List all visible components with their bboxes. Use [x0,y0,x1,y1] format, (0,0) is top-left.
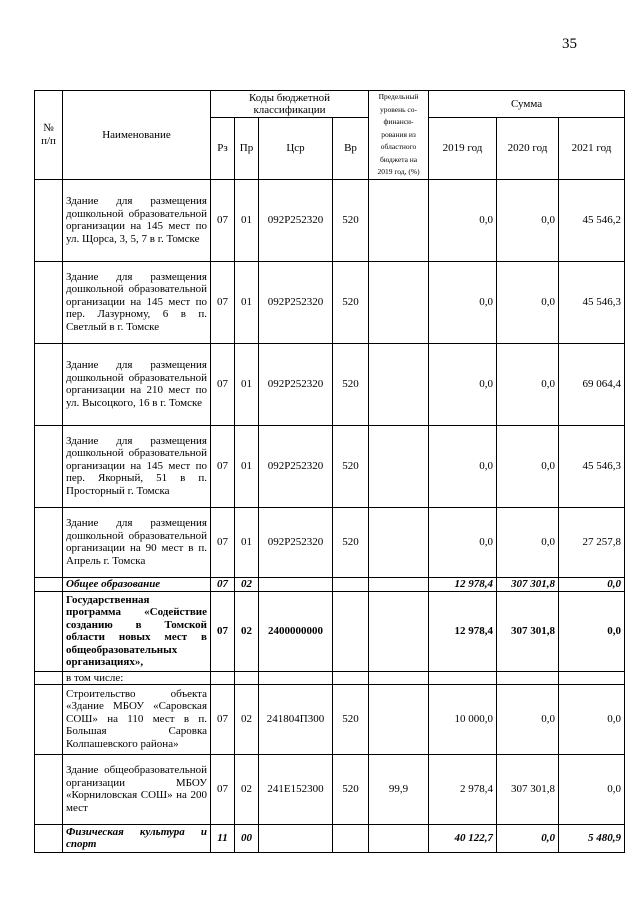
cell-num [35,591,63,671]
cell-rz: 07 [211,343,235,425]
cell-rz: 07 [211,577,235,591]
header-rz: Рз [211,118,235,179]
table-row [35,425,625,507]
header-codes: Коды бюджетной классификации [211,91,369,118]
table-row [35,179,625,261]
cell-name: Общее образование [63,577,211,591]
cell-2020: 0,0 [497,507,559,577]
cell-vr: 520 [333,754,369,824]
cell-vr: 520 [333,261,369,343]
cell-2021 [559,671,625,684]
cell-pr: 01 [235,343,259,425]
cell-pct [369,261,429,343]
cell-pct [369,671,429,684]
cell-num [35,507,63,577]
cell-2020: 0,0 [497,425,559,507]
cell-vr [333,824,369,852]
cell-vr: 520 [333,425,369,507]
cell-pct [369,577,429,591]
header-name: Наименование [63,91,211,180]
cell-pct [369,824,429,852]
cell-pr: 02 [235,577,259,591]
cell-2019: 2 978,4 [429,754,497,824]
header-row-1 [35,91,625,118]
cell-num [35,179,63,261]
cell-rz: 07 [211,179,235,261]
header-2020: 2020 год [497,118,559,179]
cell-csr [259,671,333,684]
cell-2020: 0,0 [497,684,559,754]
cell-2019: 12 978,4 [429,591,497,671]
table-row [35,754,625,824]
cell-pr: 01 [235,507,259,577]
cell-name: Здание для размещения дошкольной образовательной организации на 145 мест по пер. Лазурному, 6 в п. Светлый в г. Томске [63,261,211,343]
cell-2020: 0,0 [497,179,559,261]
cell-name: Здание для размещения дошкольной образовательной организации на 145 мест по пер. Якорный, 51 в п. Просторный г. Томска [63,425,211,507]
cell-rz: 07 [211,507,235,577]
cell-2020: 307 301,8 [497,754,559,824]
header-2019: 2019 год [429,118,497,179]
cell-vr [333,591,369,671]
cell-pct [369,425,429,507]
cell-csr: 092P252320 [259,507,333,577]
cell-csr: 092P252320 [259,179,333,261]
cell-name: Здание общеобразовательной организации МБОУ «Корниловская СОШ» на 200 мест [63,754,211,824]
cell-2021: 0,0 [559,754,625,824]
cell-name: Государственная программа «Содействие созданию в Томской области новых мест в общеобразовательных организациях», [63,591,211,671]
cell-2021: 0,0 [559,577,625,591]
cell-rz [211,671,235,684]
section-row [35,577,625,591]
cell-pct [369,343,429,425]
cell-name: Здание для размещения дошкольной образовательной организации на 90 мест в п. Апрель г. Томска [63,507,211,577]
cell-2019: 40 122,7 [429,824,497,852]
cell-2021: 0,0 [559,684,625,754]
cell-vr: 520 [333,343,369,425]
cell-num [35,754,63,824]
cell-csr: 092P252320 [259,261,333,343]
cell-rz: 07 [211,684,235,754]
cell-2019: 10 000,0 [429,684,497,754]
note-row [35,671,625,684]
cell-2021: 0,0 [559,591,625,671]
cell-2021: 27 257,8 [559,507,625,577]
header-sum: Сумма [429,91,625,118]
header-limit: Предельный уровень со-финанси-рования из областного бюджета на 2019 год, (%) [369,91,429,180]
cell-pr [235,671,259,684]
cell-2019: 0,0 [429,343,497,425]
cell-pct [369,507,429,577]
cell-2021: 45 546,3 [559,261,625,343]
cell-num [35,343,63,425]
budget-table [34,90,625,853]
table-row [35,507,625,577]
cell-2020: 307 301,8 [497,591,559,671]
header-csr: Цср [259,118,333,179]
cell-2019: 0,0 [429,261,497,343]
cell-name: Здание для размещения дошкольной образовательной организации на 210 мест по ул. Высоцкого, 16 в г. Томске [63,343,211,425]
header-pr: Пр [235,118,259,179]
cell-rz: 11 [211,824,235,852]
cell-2020: 0,0 [497,261,559,343]
cell-2021: 69 064,4 [559,343,625,425]
cell-num [35,425,63,507]
section-row [35,824,625,852]
cell-rz: 07 [211,425,235,507]
header-2021: 2021 год [559,118,625,179]
cell-name: Строительство объекта «Здание МБОУ «Саровская СОШ» на 110 мест в п. Большая Саровка Колпашевского района» [63,684,211,754]
cell-2020: 307 301,8 [497,577,559,591]
cell-2019: 0,0 [429,425,497,507]
cell-pct: 99,9 [369,754,429,824]
header-num: № п/п [35,91,63,180]
page-number: 35 [562,36,577,52]
cell-rz: 07 [211,754,235,824]
cell-csr: 2400000000 [259,591,333,671]
cell-2020 [497,671,559,684]
cell-2019: 0,0 [429,179,497,261]
cell-pr: 01 [235,261,259,343]
cell-pr: 02 [235,684,259,754]
cell-num [35,577,63,591]
cell-pr: 01 [235,425,259,507]
table-row [35,684,625,754]
cell-pct [369,179,429,261]
cell-vr: 520 [333,179,369,261]
cell-2019 [429,671,497,684]
table-row [35,343,625,425]
table-row [35,261,625,343]
cell-num [35,684,63,754]
header-vr: Вр [333,118,369,179]
cell-num [35,824,63,852]
cell-2019: 0,0 [429,507,497,577]
cell-2020: 0,0 [497,824,559,852]
cell-vr [333,671,369,684]
cell-pr: 02 [235,754,259,824]
cell-csr: 092P252320 [259,425,333,507]
program-row [35,591,625,671]
cell-num [35,671,63,684]
cell-pr: 00 [235,824,259,852]
cell-pr: 01 [235,179,259,261]
cell-csr [259,577,333,591]
cell-csr: 092P252320 [259,343,333,425]
cell-pct [369,591,429,671]
cell-vr [333,577,369,591]
cell-csr: 241E152300 [259,754,333,824]
cell-name: Здание для размещения дошкольной образовательной организации на 145 мест по ул. Щорса, 3, 5, 7 в г. Томске [63,179,211,261]
cell-2021: 5 480,9 [559,824,625,852]
cell-pr: 02 [235,591,259,671]
cell-vr: 520 [333,507,369,577]
cell-pct [369,684,429,754]
cell-csr: 241804П300 [259,684,333,754]
cell-name: Физическая культура и спорт [63,824,211,852]
cell-rz: 07 [211,261,235,343]
cell-num [35,261,63,343]
cell-2021: 45 546,2 [559,179,625,261]
cell-vr: 520 [333,684,369,754]
cell-2020: 0,0 [497,343,559,425]
cell-csr [259,824,333,852]
cell-rz: 07 [211,591,235,671]
cell-name: в том числе: [63,671,211,684]
cell-2019: 12 978,4 [429,577,497,591]
cell-2021: 45 546,3 [559,425,625,507]
